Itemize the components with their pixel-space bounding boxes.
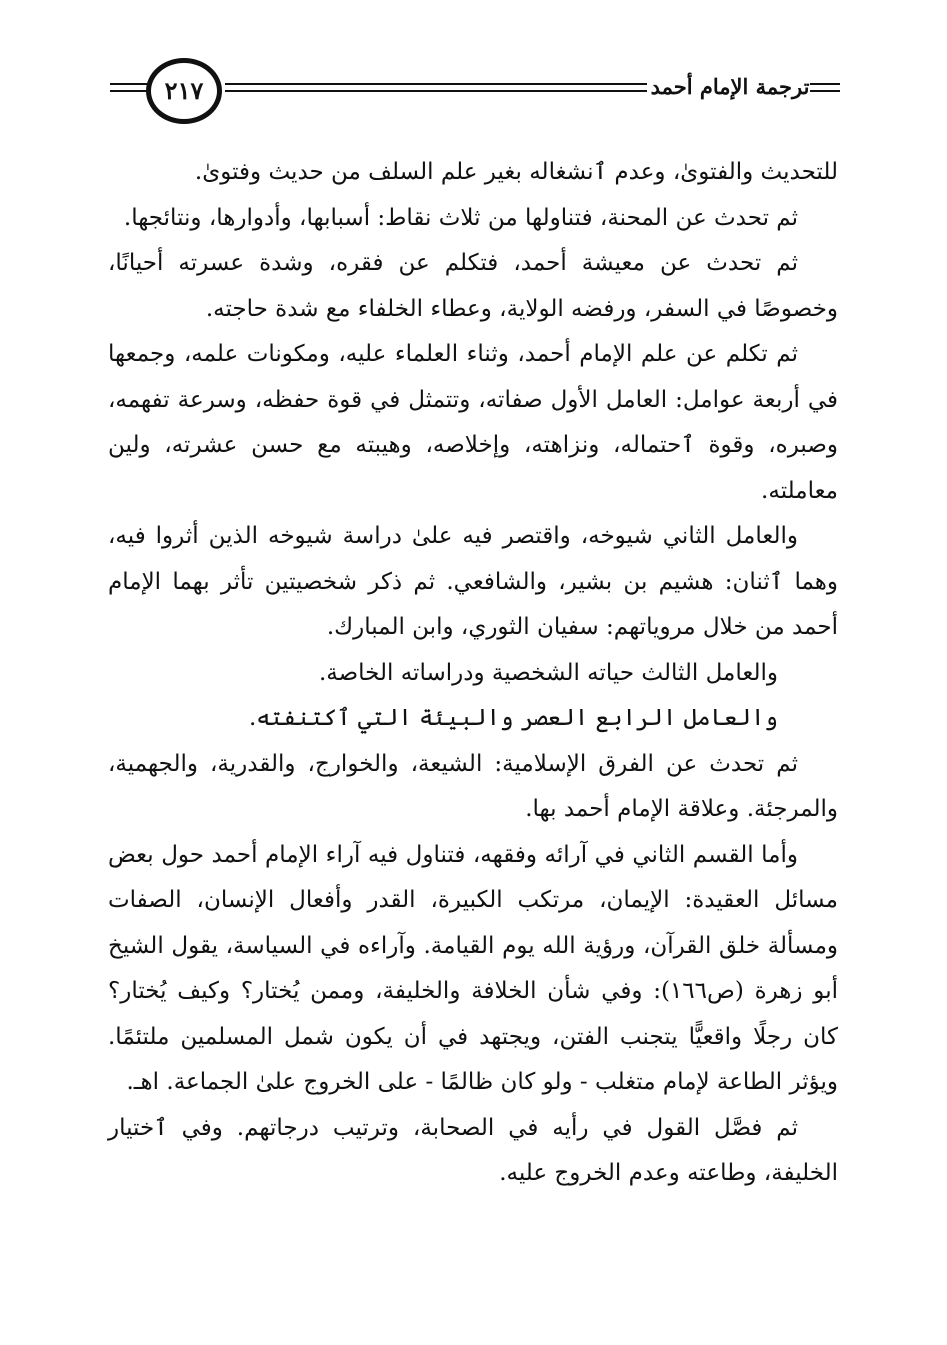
paragraph: ثم تحدث عن معيشة أحمد، فتكلم عن فقره، وشدة عسرته أحيانًا، وخصوصًا في السفر، ورفضه الولاية، وعطاء الخلفاء مع شدة حاجته. [108, 250, 838, 322]
page-number-badge [146, 58, 222, 124]
page-number: ٢١٧ [164, 76, 204, 105]
header-rule [810, 83, 840, 85]
paragraph: ثم فصَّل القول في رأيه في الصحابة، وترتيب درجاتهم. وفي ٱختيار الخليفة، وطاعته وعدم الخروج عليه. [108, 1114, 838, 1186]
header-rule [225, 83, 647, 85]
paragraph: للتحديث والفتوىٰ، وعدم ٱنشغاله بغير علم السلف من حديث وفتوىٰ. [194, 159, 838, 185]
paragraph: وأما القسم الثاني في آرائه وفقهه، فتناول فيه آراء الإمام أحمد حول بعض مسائل العقيدة: الإيمان، مرتكب الكبيرة، القدر وأفعال الإنسان، الصفات ومسألة خلق القرآن، ورؤية الله يوم القيامة. وآراءه في السياسة، يقول الشيخ أبو زهرة (ص١٦٦): وفي شأن الخلافة والخليفة، وممن يُختار؟ وكيف يُختار؟ كان رجلًا واقعيًّا يتجنب الفتن، ويجتهد في أن يكون شمل المسلمين ملتئمًا. ويؤثر الطاعة لإمام متغلب - ولو كان ظالمًا - على الخروج علىٰ الجماعة. اهـ. [108, 841, 838, 1095]
paragraph: ثم تكلم عن علم الإمام أحمد، وثناء العلماء عليه، ومكونات علمه، وجمعها في أربعة عوامل: العامل الأول صفاته، وتتمثل في قوة حفظه، وسرعة تفهمه، وصبره، وقوة ٱحتماله، ونزاهته، وإخلاصه، وهيبته مع حسن عشرته، ولين معاملته. [108, 341, 838, 504]
running-title: ترجمة الإمام أحمد [650, 74, 810, 99]
header-rule [810, 90, 840, 92]
paragraph: والعامل الثاني شيوخه، واقتصر فيه علىٰ دراسة شيوخه الذين أثروا فيه، وهما ٱثنان: هشيم بن بشير، والشافعي. ثم ذكر شخصيتين تأثر بهما الإمام أحمد من خلال مروياتهم: سفيان الثوري، وابن المبارك. [108, 523, 838, 640]
paragraph: والعامل الرابع العصر والبيئة التي ٱكتنفته. [248, 705, 778, 731]
page-header [110, 58, 840, 138]
paragraph: والعامل الثالث حياته الشخصية ودراساته الخاصة. [318, 659, 778, 686]
body-text [108, 150, 838, 1270]
header-rule [225, 90, 647, 92]
paragraph: ثم تحدث عن الفرق الإسلامية: الشيعة، والخوارج، والقدرية، والجهمية، والمرجئة. وعلاقة الإمام أحمد بها. [108, 750, 838, 822]
paragraph: ثم تحدث عن المحنة، فتناولها من ثلاث نقاط: أسبابها، وأدوارها، ونتائجها. [123, 204, 798, 231]
